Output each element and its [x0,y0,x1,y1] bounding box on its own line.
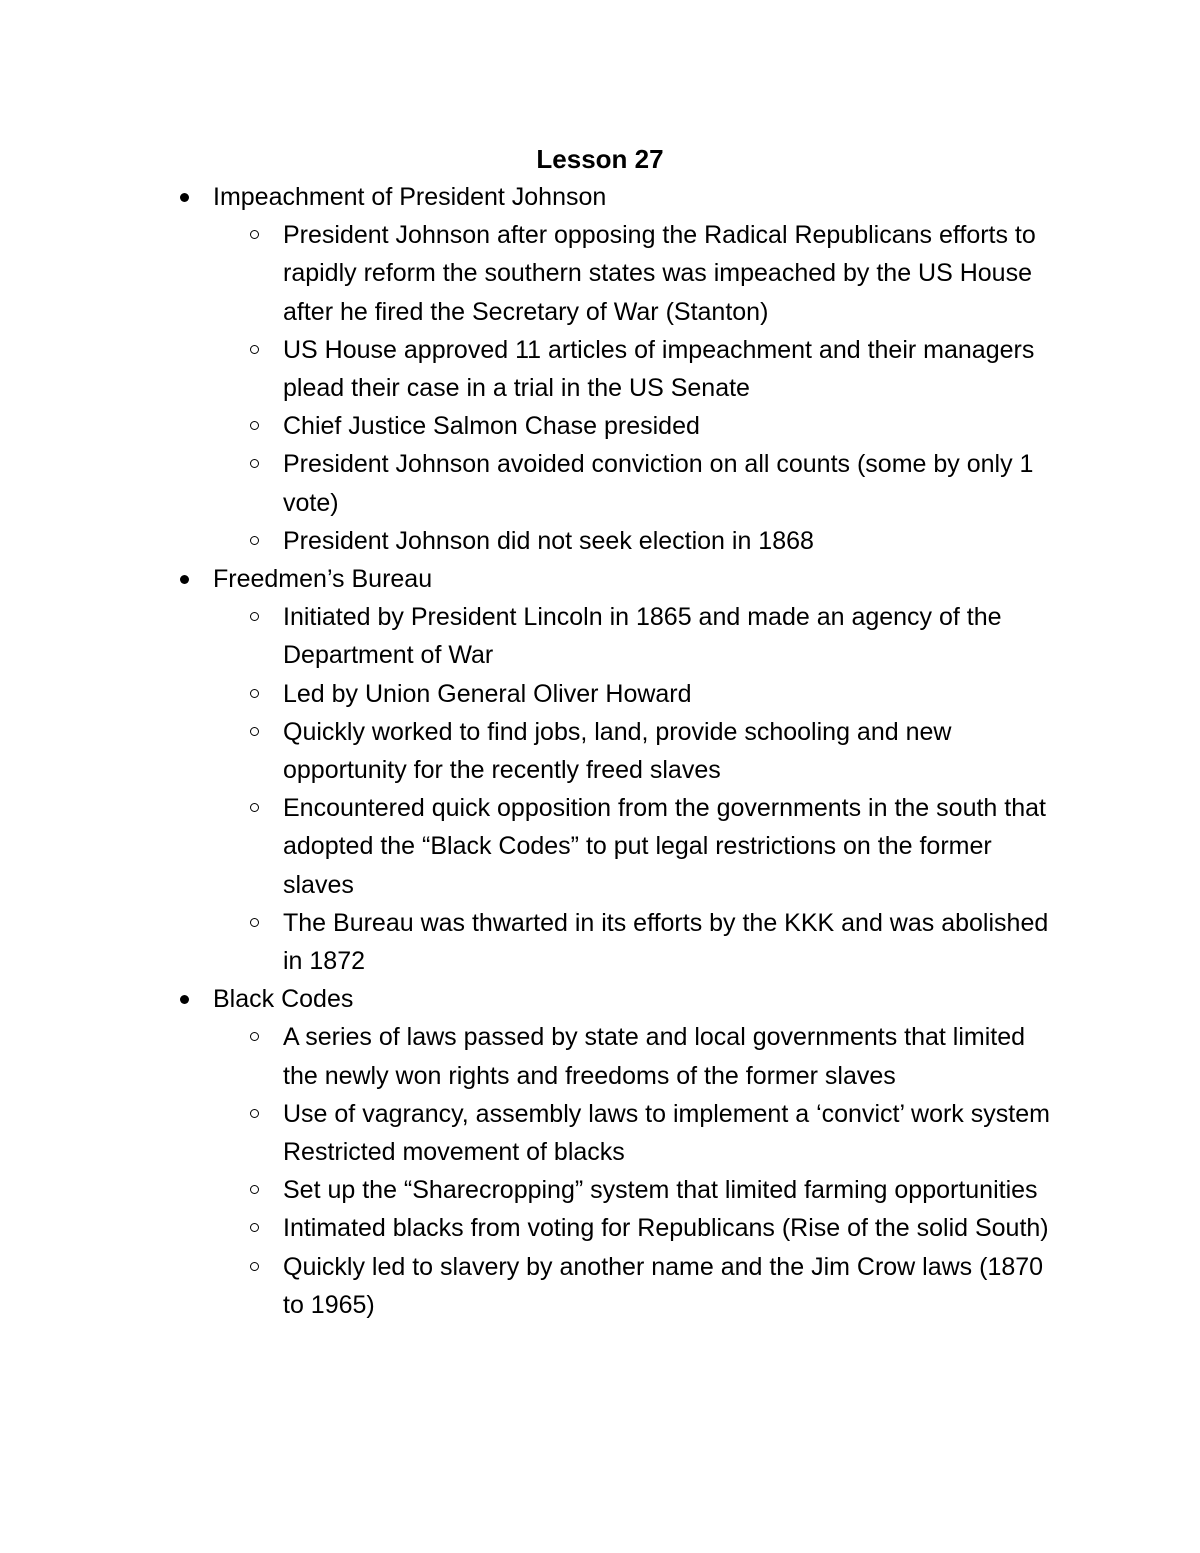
list-item-text: Initiated by President Lincoln in 1865 and made an agency of the Department of War [283,603,1002,670]
list-item-text: Chief Justice Salmon Chase presided [283,412,700,441]
filled-bullet-icon [180,575,189,584]
list-item-text: President Johnson avoided conviction on all counts (some by only 1 vote) [283,450,1034,517]
list-item [0,1095,1200,1171]
hollow-bullet-icon [250,1032,259,1041]
hollow-bullet-icon [250,803,259,812]
list-item-text: US House approved 11 articles of impeachment and their managers plead their case in a trial in the US Senate [283,335,1035,403]
list-item [0,445,1200,521]
list-item-text: President Johnson did not seek election in 1868 [283,526,814,555]
list-item [0,1248,1200,1324]
list-item [0,904,1200,980]
list-item-text: Intimated blacks from voting for Republicans (Rise of the solid South) [283,1214,1049,1243]
hollow-bullet-icon [250,345,259,354]
hollow-bullet-icon [250,1223,259,1232]
page-title: Lesson 27 [536,144,664,174]
hollow-bullet-icon [250,230,259,239]
list-item-text: A series of laws passed by state and local governments that limited the newly won rights and freedoms of the former slaves [283,1023,1026,1090]
list-item [0,216,1200,331]
list-item-text: Quickly led to slavery by another name and the Jim Crow laws (1870 to 1965) [283,1252,1044,1319]
topic-subitems [0,598,1200,980]
hollow-bullet-icon [250,536,259,545]
list-item [0,522,1200,560]
hollow-bullet-icon [250,1262,259,1271]
hollow-bullet-icon [250,459,259,468]
topic-heading: Black Codes [213,985,354,1014]
list-item-text: Encountered quick opposition from the governments in the south that adopted the “Black Codes” to put legal restrictions on the former slaves [283,794,1046,899]
list-item-text: President Johnson after opposing the Radical Republicans efforts to rapidly reform the southern states was impeached by the US House after he fired the Secretary of War (Stanton) [283,221,1036,326]
list-item [0,407,1200,445]
list-item [0,1018,1200,1094]
list-item [0,789,1200,904]
topic-impeachment [0,178,1200,560]
list-item-text: The Bureau was thwarted in its efforts by the KKK and was abolished in 1872 [283,908,1049,976]
list-item-text: Quickly worked to find jobs, land, provide schooling and new opportunity for the recently freed slaves [283,717,952,785]
list-item [0,1171,1200,1209]
hollow-bullet-icon [250,918,259,927]
topic-heading: Freedmen’s Bureau [213,565,433,594]
topic-subitems [0,216,1200,560]
list-item-text: Led by Union General Oliver Howard [283,679,692,708]
lesson-outline [0,178,1200,1324]
topic-subitems [0,1018,1200,1324]
hollow-bullet-icon [250,1185,259,1194]
list-item-text: Set up the “Sharecropping” system that limited farming opportunities [283,1176,1038,1205]
hollow-bullet-icon [250,421,259,430]
hollow-bullet-icon [250,727,259,736]
hollow-bullet-icon [250,612,259,621]
hollow-bullet-icon [250,689,259,698]
filled-bullet-icon [180,193,189,202]
topic-heading: Impeachment of President Johnson [213,183,607,211]
list-item [0,713,1200,789]
hollow-bullet-icon [250,1109,259,1118]
list-item [0,1209,1200,1247]
list-item [0,331,1200,407]
topic-freedmens-bureau [0,560,1200,980]
topic-black-codes [0,980,1200,1324]
list-item [0,675,1200,713]
list-item-text: Use of vagrancy, assembly laws to implement a ‘convict’ work system Restricted movement of blacks [283,1099,1050,1167]
list-item [0,598,1200,674]
